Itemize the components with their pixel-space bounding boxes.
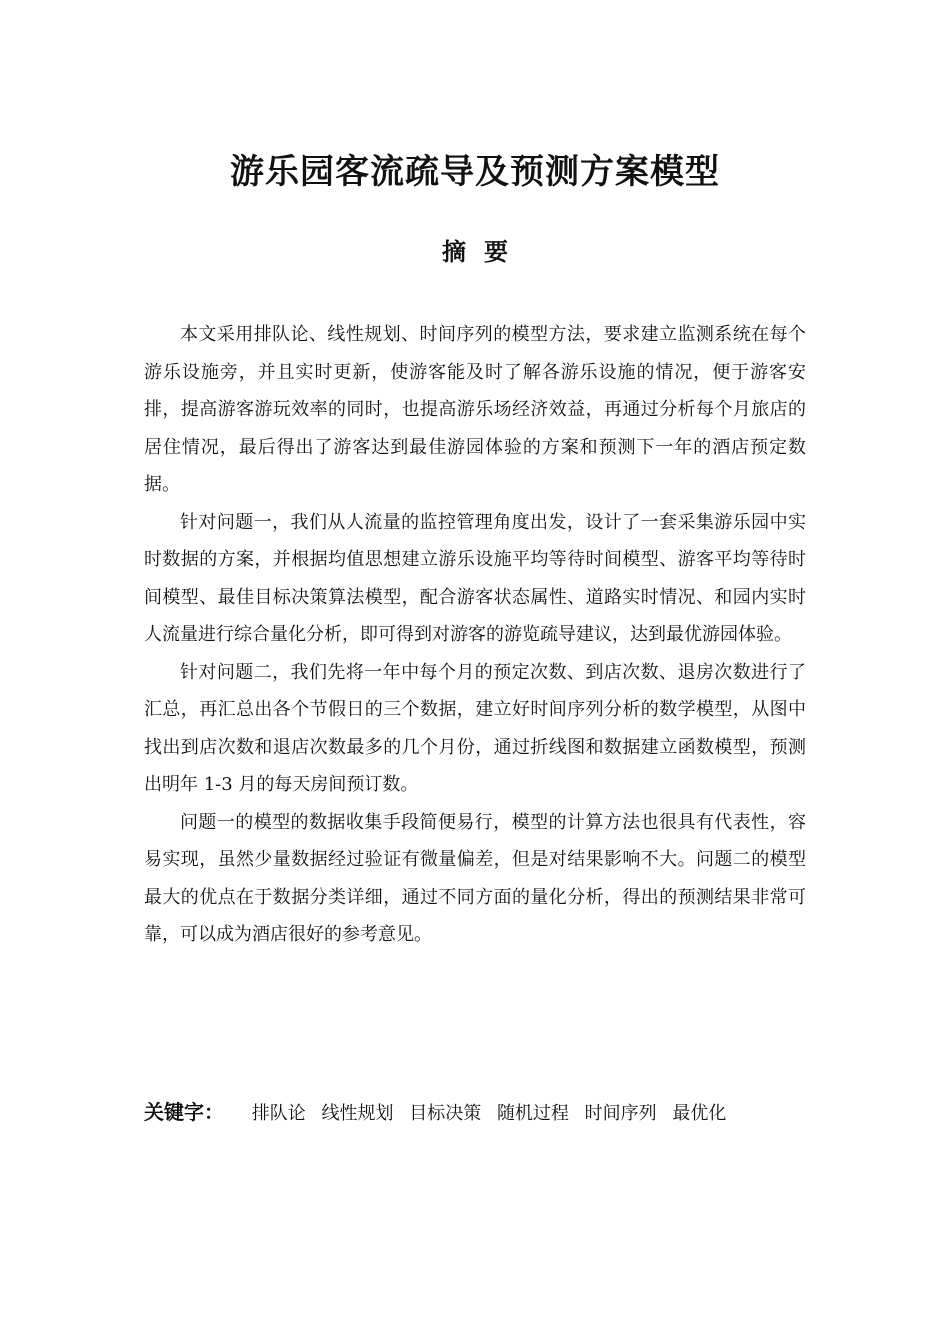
keyword-item: 时间序列 xyxy=(584,1103,657,1124)
keyword-item: 线性规划 xyxy=(321,1103,394,1124)
keyword-item: 随机过程 xyxy=(496,1103,569,1124)
abstract-heading: 摘要 xyxy=(442,238,526,266)
keywords-label: 关键字： xyxy=(144,1100,224,1124)
abstract-paragraph-4: 问题一的模型的数据收集手段简便易行，模型的计算方法也很具有代表性，容易实现，虽然少量数据经过验证有微量偏差，但是对结果影响不大。问题二的模型最大的优点在于数据分类详细，通过不同方面的量化分析，得出的预测结果非常可靠，可以成为酒店很好的参考意见。 xyxy=(144,811,806,945)
abstract-body xyxy=(144,316,806,954)
keyword-item: 排队论 xyxy=(251,1103,306,1124)
abstract-paragraph-3: 针对问题二，我们先将一年中每个月的预定次数、到店次数、退房次数进行了汇总，再汇总出各个节假日的三个数据，建立好时间序列分析的数学模型，从图中找出到店次数和退店次数最多的几个月份，通过折线图和数据建立函数模型，预测出明年 1-3 月的每天房间预订数。 xyxy=(144,661,806,795)
abstract-paragraph-1: 本文采用排队论、线性规划、时间序列的模型方法，要求建立监测系统在每个游乐设施旁，并且实时更新，使游客能及时了解各游乐设施的情况，便于游客安排，提高游客游玩效率的同时，也提高游乐场经济效益，再通过分析每个月旅店的居住情况，最后得出了游客达到最佳游园体验的方案和预测下一年的酒店预定数据。 xyxy=(144,324,806,495)
abstract-paragraph-2: 针对问题一，我们从人流量的监控管理角度出发，设计了一套采集游乐园中实时数据的方案，并根据均值思想建立游乐设施平均等待时间模型、游客平均等待时间模型、最佳目标决策算法模型，配合游客状态属性、道路实时情况、和园内实时人流量进行综合量化分析，即可得到对游客的游览疏导建议，达到最优游园体验。 xyxy=(144,511,806,645)
keyword-item: 最优化 xyxy=(672,1103,727,1124)
keywords-line xyxy=(144,1094,806,1132)
paper-title: 游乐园客流疏导及预测方案模型 xyxy=(230,152,720,192)
keyword-item: 目标决策 xyxy=(409,1103,482,1124)
